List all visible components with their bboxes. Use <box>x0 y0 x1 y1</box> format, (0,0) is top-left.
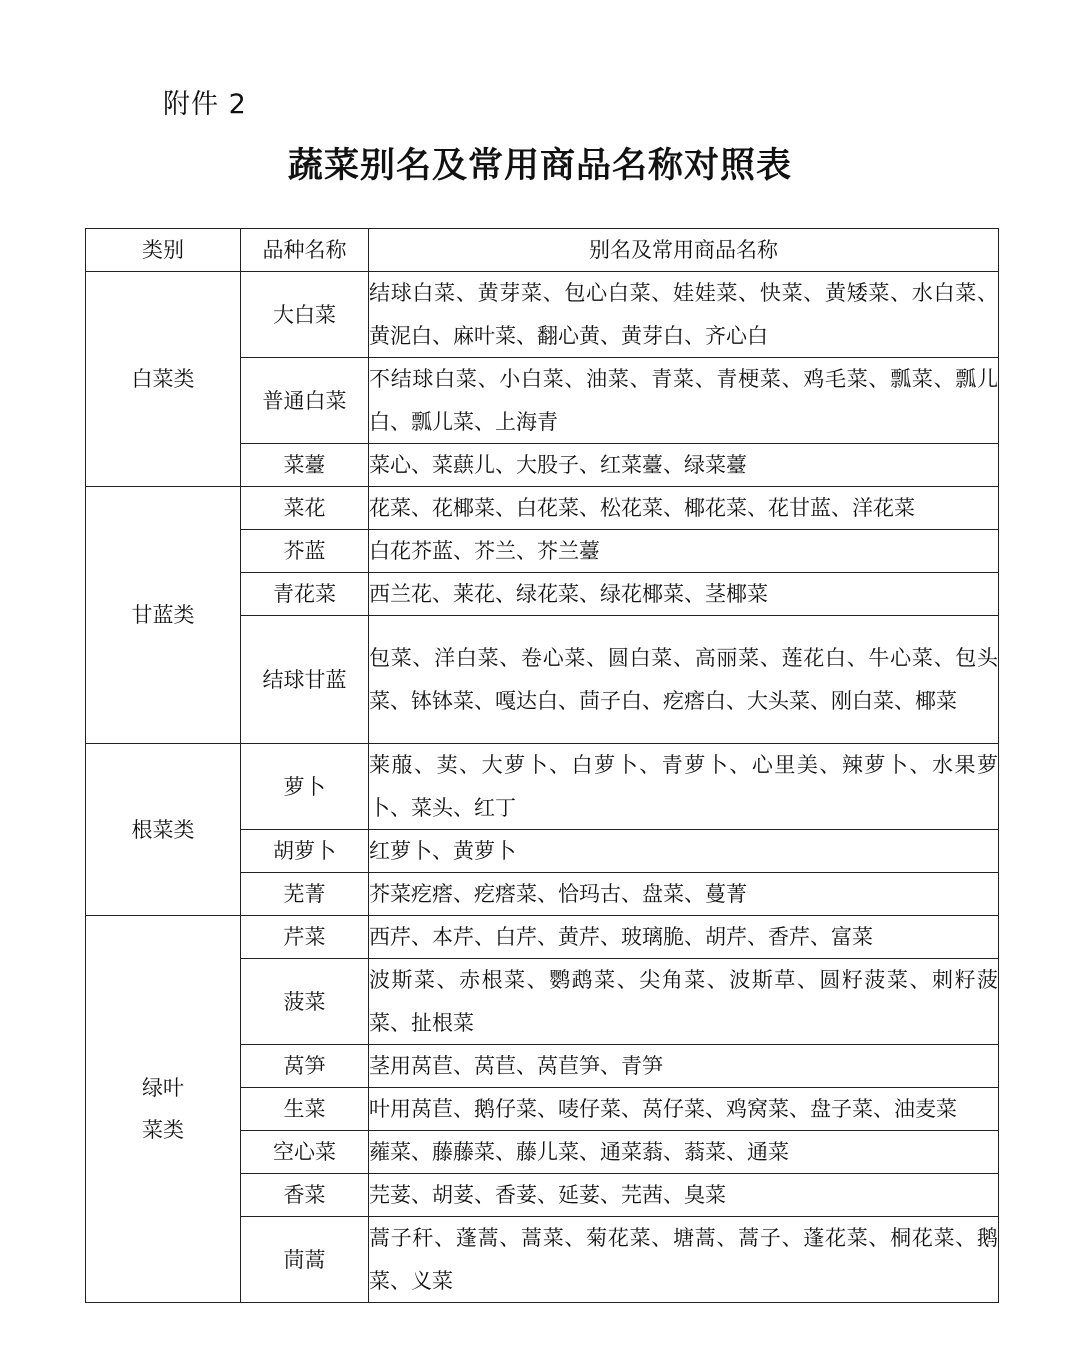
aliases-cell: 不结球白菜、小白菜、油菜、青菜、青梗菜、鸡毛菜、瓢菜、瓢儿白、瓢儿菜、上海青 <box>369 358 999 444</box>
variety-cell: 青花菜 <box>241 573 369 616</box>
variety-cell: 菜花 <box>241 487 369 530</box>
variety-cell: 香菜 <box>241 1174 369 1217</box>
aliases-cell: 芥菜疙瘩、疙瘩菜、恰玛古、盘菜、蔓菁 <box>369 873 999 916</box>
document-title: 蔬菜别名及常用商品名称对照表 <box>287 146 792 186</box>
variety-cell: 结球甘蓝 <box>241 616 369 744</box>
aliases-cell: 蕹菜、藤藤菜、藤儿菜、通菜蓊、蓊菜、通菜 <box>369 1131 999 1174</box>
variety-cell: 芹菜 <box>241 916 369 959</box>
table-row <box>86 272 999 358</box>
aliases-cell: 菜心、菜蕻儿、大股子、红菜薹、绿菜薹 <box>369 444 999 487</box>
aliases-cell: 芫荽、胡荽、香荽、延荽、芫茜、臭菜 <box>369 1174 999 1217</box>
aliases-cell: 莱菔、荬、大萝卜、白萝卜、青萝卜、心里美、辣萝卜、水果萝卜、菜头、红丁 <box>369 744 999 830</box>
table-row <box>86 487 999 530</box>
table-row <box>86 916 999 959</box>
header-category: 类别 <box>86 229 241 272</box>
variety-cell: 空心菜 <box>241 1131 369 1174</box>
variety-cell: 芥蓝 <box>241 530 369 573</box>
header-aliases: 别名及常用商品名称 <box>369 229 999 272</box>
variety-cell: 茼蒿 <box>241 1217 369 1303</box>
variety-cell: 莴笋 <box>241 1045 369 1088</box>
aliases-cell: 花菜、花椰菜、白花菜、松花菜、椰花菜、花甘蓝、洋花菜 <box>369 487 999 530</box>
aliases-cell: 茎用莴苣、莴苣、莴苣笋、青笋 <box>369 1045 999 1088</box>
variety-cell: 芜菁 <box>241 873 369 916</box>
aliases-cell: 结球白菜、黄芽菜、包心白菜、娃娃菜、快菜、黄矮菜、水白菜、黄泥白、麻叶菜、翻心黄、黄芽白、齐心白 <box>369 272 999 358</box>
aliases-cell: 西芹、本芹、白芹、黄芹、玻璃脆、胡芹、香芹、富菜 <box>369 916 999 959</box>
header-variety: 品种名称 <box>241 229 369 272</box>
aliases-cell: 包菜、洋白菜、卷心菜、圆白菜、高丽菜、莲花白、牛心菜、包头菜、钵钵菜、嘎达白、茴子白、疙瘩白、大头菜、刚白菜、椰菜 <box>369 616 999 744</box>
aliases-cell: 红萝卜、黄萝卜 <box>369 830 999 873</box>
attachment-label: 附件 2 <box>163 89 247 120</box>
variety-cell: 菠菜 <box>241 959 369 1045</box>
aliases-cell: 波斯菜、赤根菜、鹦鹉菜、尖角菜、波斯草、圆籽菠菜、刺籽菠菜、扯根菜 <box>369 959 999 1045</box>
table-row <box>86 744 999 830</box>
category-cell: 白菜类 <box>86 272 241 487</box>
variety-cell: 萝卜 <box>241 744 369 830</box>
category-cell: 甘蓝类 <box>86 487 241 744</box>
variety-cell: 普通白菜 <box>241 358 369 444</box>
variety-cell: 生菜 <box>241 1088 369 1131</box>
aliases-cell: 蒿子秆、蓬蒿、蒿菜、菊花菜、塘蒿、蒿子、蓬花菜、桐花菜、鹅菜、义菜 <box>369 1217 999 1303</box>
aliases-cell: 西兰花、莱花、绿花菜、绿花椰菜、茎椰菜 <box>369 573 999 616</box>
aliases-cell: 叶用莴苣、鹅仔菜、唛仔菜、莴仔菜、鸡窝菜、盘子菜、油麦菜 <box>369 1088 999 1131</box>
category-cell: 根菜类 <box>86 744 241 916</box>
category-line: 菜类 <box>142 1118 184 1142</box>
category-cell <box>86 916 241 1303</box>
category-line: 绿叶 <box>142 1076 184 1100</box>
vegetable-alias-table <box>85 228 999 1303</box>
table-header-row <box>86 229 999 272</box>
variety-cell: 菜薹 <box>241 444 369 487</box>
aliases-cell: 白花芥蓝、芥兰、芥兰薹 <box>369 530 999 573</box>
variety-cell: 大白菜 <box>241 272 369 358</box>
variety-cell: 胡萝卜 <box>241 830 369 873</box>
